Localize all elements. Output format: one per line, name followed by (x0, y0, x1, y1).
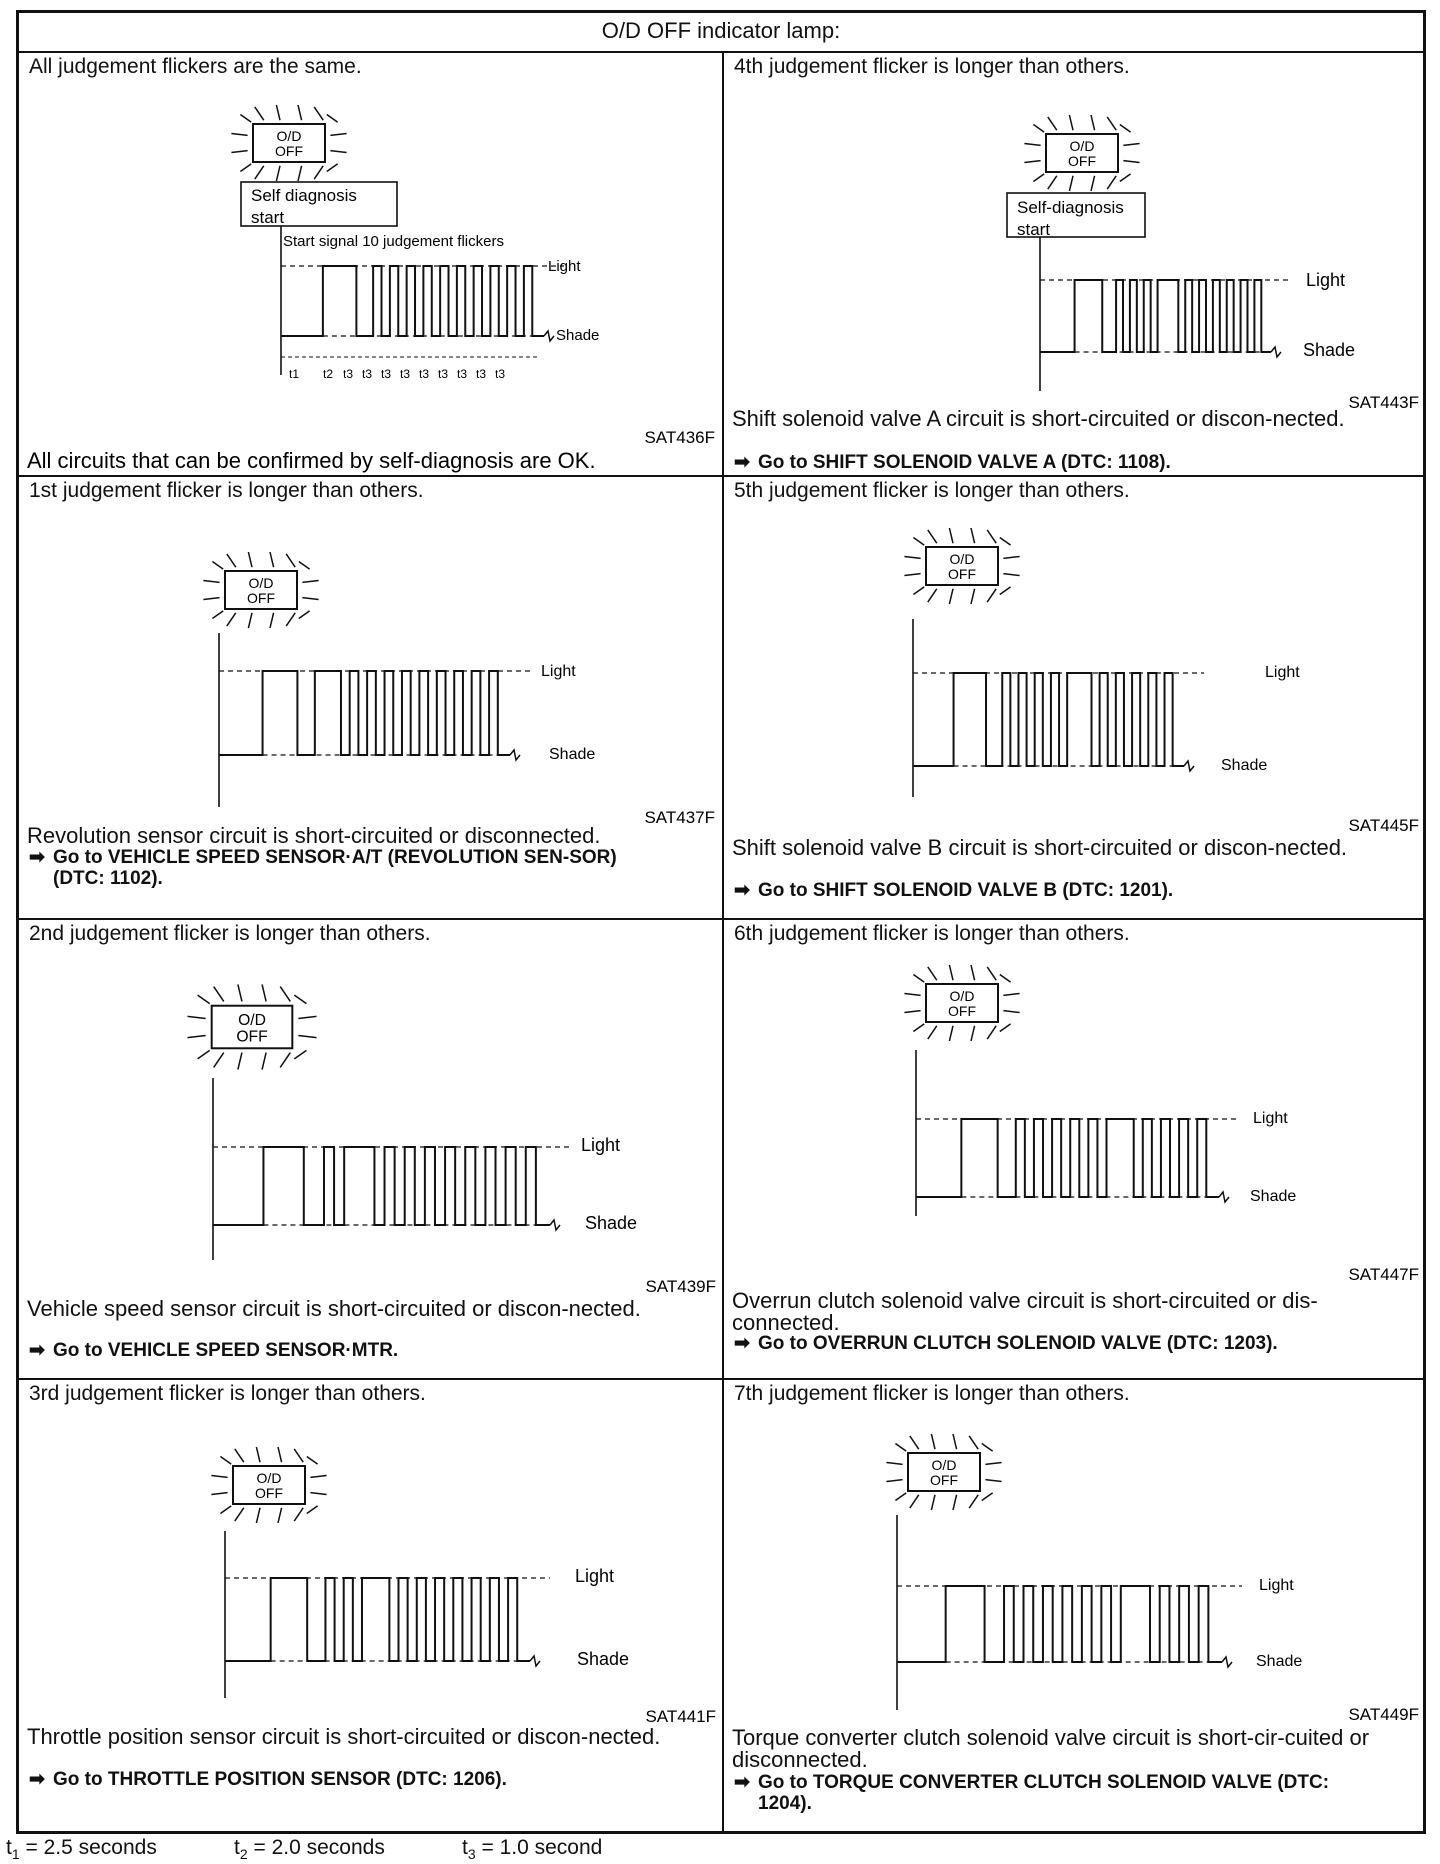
lamp-ray (212, 562, 223, 570)
lamp-ray (1120, 174, 1131, 182)
lamp-ray (298, 1016, 316, 1018)
lamp-ray (294, 1449, 303, 1462)
cell-heading: 7th judgement flicker is longer than others. (734, 1382, 1130, 1405)
tick-labels (289, 367, 505, 381)
footnote-t1: $t_1 = 2.5$ seconds (6, 1836, 157, 1863)
lamp-ray (327, 164, 338, 172)
lamp-ray (270, 613, 274, 628)
figure-code: SAT447F (1348, 1265, 1419, 1284)
lamp-text-off: OFF (247, 590, 275, 606)
waveform-trace (213, 1147, 550, 1225)
flicker-waveform (225, 1578, 550, 1666)
lamp-ray (276, 105, 280, 120)
od-off-lamp-icon (203, 552, 318, 628)
lamp-text-off: OFF (275, 143, 303, 159)
lamp-ray (280, 1053, 290, 1068)
lamp-ray (235, 1449, 244, 1462)
od-off-lamp-icon (231, 105, 346, 181)
shade-label: Shade (1256, 1653, 1303, 1670)
lamp-ray (985, 1463, 1001, 1465)
cell-heading: 5th judgement flicker is longer than others. (734, 479, 1130, 502)
figure-code: SAT439F (645, 1277, 716, 1296)
lamp-ray (270, 552, 274, 567)
lamp-ray (949, 965, 953, 980)
action-link[interactable] (734, 1772, 1416, 1814)
lamp-ray (1069, 115, 1073, 130)
action-text: Go to THROTTLE POSITION SENSOR (DTC: 1206). (53, 1769, 507, 1790)
lamp-ray (212, 611, 223, 619)
lamp-text-off: OFF (1068, 153, 1096, 169)
lamp-ray (280, 987, 290, 1002)
lamp-text-od: O/D (931, 1457, 957, 1473)
action-text: Go to SHIFT SOLENOID VALVE A (DTC: 1108). (758, 452, 1171, 473)
lamp-ray (310, 1476, 326, 1478)
lamp-ray (987, 1026, 996, 1039)
light-label: Light (541, 663, 576, 680)
lamp-ray (1003, 994, 1019, 996)
lamp-ray (913, 538, 924, 546)
lamp-ray (294, 1050, 306, 1059)
lamp-ray (913, 1024, 924, 1032)
lamp-ray (1123, 161, 1139, 163)
lamp-ray (1120, 125, 1131, 133)
lamp-text-od: O/D (949, 551, 975, 567)
lamp-ray (904, 1011, 920, 1013)
cell-7th-longer (724, 1380, 1426, 1834)
shade-bracket (550, 1220, 560, 1230)
action-link[interactable] (29, 1769, 712, 1790)
lamp-text-off: OFF (236, 1028, 268, 1046)
lamp-ray (227, 613, 236, 626)
lamp-ray (262, 984, 266, 1001)
shade-bracket (544, 331, 554, 341)
lamp-text-od: O/D (248, 575, 274, 591)
lamp-ray (248, 613, 252, 628)
lamp-ray (298, 105, 302, 120)
lamp-ray (240, 164, 251, 172)
lamp-text-off: OFF (930, 1472, 958, 1488)
cell-4th-longer (724, 53, 1426, 475)
lamp-ray (1000, 538, 1011, 546)
lamp-ray (969, 1495, 978, 1508)
waveform-trace (897, 1586, 1222, 1662)
result-description: Vehicle speed sensor circuit is short-circuited or discon-nected. (27, 1296, 641, 1321)
flicker-diagram (19, 1380, 722, 1834)
lamp-ray (1091, 176, 1095, 191)
cell-1st-longer (19, 477, 722, 918)
lamp-ray (1024, 161, 1040, 163)
flicker-waveform (1040, 280, 1291, 357)
arrow-icon: ➡ (734, 1333, 750, 1354)
lamp-ray (949, 528, 953, 543)
table-title: O/D OFF indicator lamp: (19, 13, 1423, 53)
lamp-ray (286, 613, 295, 626)
lamp-text-off: OFF (948, 1003, 976, 1019)
lamp-ray (904, 557, 920, 559)
lamp-ray (310, 1493, 326, 1495)
lamp-ray (1003, 557, 1019, 559)
tick-label: t3 (438, 367, 449, 381)
lamp-ray (1107, 117, 1116, 130)
lamp-ray (1000, 1024, 1011, 1032)
od-off-lamp-icon (211, 1447, 326, 1523)
lamp-ray (971, 528, 975, 543)
lamp-ray (294, 995, 306, 1004)
result-description: Revolution sensor circuit is short-circuited or disconnected. (27, 823, 601, 848)
action-text: Go to OVERRUN CLUTCH SOLENOID VALVE (DTC: 1203). (758, 1333, 1278, 1354)
lamp-ray (1048, 117, 1057, 130)
lamp-ray (278, 1447, 282, 1462)
light-label: Light (581, 1135, 621, 1155)
lamp-ray (255, 107, 264, 120)
start-label-line2: start (251, 208, 285, 227)
lamp-ray (895, 1444, 906, 1452)
tick-label: t1 (289, 367, 300, 381)
figure-code: SAT441F (645, 1707, 716, 1726)
lamp-ray (276, 166, 280, 181)
od-off-lamp-icon (904, 528, 1019, 604)
shade-bracket (510, 750, 520, 760)
shade-label: Shade (1221, 757, 1268, 774)
result-description: Shift solenoid valve A circuit is short-circuited or discon-nected. (732, 406, 1345, 431)
lamp-ray (971, 965, 975, 980)
lamp-ray (256, 1447, 260, 1462)
cell-heading: 6th judgement flicker is longer than others. (734, 922, 1130, 945)
arrow-icon: ➡ (29, 1769, 45, 1790)
lamp-ray (330, 134, 346, 136)
shade-label: Shade (556, 327, 600, 344)
lamp-ray (1000, 975, 1011, 983)
cell-6th-longer (724, 920, 1426, 1378)
cell-heading: 2nd judgement flicker is longer than others. (29, 922, 431, 945)
lamp-ray (1069, 176, 1073, 191)
lamp-ray (187, 1016, 205, 1018)
light-label: Light (1259, 1577, 1294, 1594)
lamp-ray (278, 1508, 282, 1523)
shade-bracket (530, 1656, 540, 1666)
action-text: Go to VEHICLE SPEED SENSOR·MTR. (53, 1340, 399, 1361)
lamp-ray (971, 589, 975, 604)
lamp-ray (286, 554, 295, 567)
action-link[interactable] (734, 880, 1416, 901)
lamp-text-od: O/D (276, 128, 302, 144)
shade-bracket (1271, 347, 1281, 357)
lamp-ray (904, 574, 920, 576)
shade-bracket (1184, 761, 1194, 771)
waveform-trace (225, 1578, 530, 1661)
tick-label: t3 (400, 367, 411, 381)
shade-label: Shade (549, 746, 596, 763)
lamp-ray (1048, 176, 1057, 189)
action-text: Go to VEHICLE SPEED SENSOR·A/T (REVOLUTION SEN-SOR) (DTC: 1102). (53, 847, 617, 889)
lamp-ray (214, 1053, 224, 1068)
lamp-ray (314, 107, 323, 120)
waveform-trace (281, 266, 544, 336)
lamp-ray (231, 134, 247, 136)
lamp-ray (971, 1026, 975, 1041)
lamp-ray (987, 967, 996, 980)
figure-code: SAT443F (1348, 393, 1419, 412)
figure-code: SAT437F (644, 808, 715, 827)
lamp-ray (327, 115, 338, 123)
figure-code: SAT449F (1348, 1705, 1419, 1724)
start-label-line2: start (1017, 220, 1051, 239)
lamp-ray (886, 1463, 902, 1465)
lamp-ray (987, 530, 996, 543)
lamp-ray (299, 562, 310, 570)
diagnosis-table (16, 10, 1426, 1834)
tick-label: t3 (381, 367, 392, 381)
arrow-icon: ➡ (29, 1340, 45, 1361)
lamp-ray (913, 975, 924, 983)
lamp-ray (1107, 176, 1116, 189)
lamp-ray (953, 1495, 957, 1510)
lamp-ray (227, 554, 236, 567)
lamp-ray (255, 166, 264, 179)
lamp-ray (949, 589, 953, 604)
action-text: Go to TORQUE CONVERTER CLUTCH SOLENOID VALVE (DTC: 1204). (758, 1772, 1330, 1814)
lamp-ray (203, 598, 219, 600)
lamp-ray (262, 1053, 266, 1070)
lamp-ray (314, 166, 323, 179)
lamp-ray (302, 581, 318, 583)
tick-label: t3 (495, 367, 506, 381)
lamp-ray (1000, 587, 1011, 595)
lamp-ray (214, 987, 224, 1002)
lamp-ray (1033, 174, 1044, 182)
result-description: Torque converter clutch solenoid valve circuit is short-cir-cuited or disconnected. (732, 1725, 1370, 1772)
lamp-ray (231, 151, 247, 153)
lamp-text-off: OFF (948, 566, 976, 582)
lamp-text-od: O/D (1069, 138, 1095, 154)
arrow-icon: ➡ (29, 847, 45, 868)
lamp-ray (1003, 574, 1019, 576)
action-link[interactable] (734, 452, 1416, 473)
lamp-ray (931, 1434, 935, 1449)
lamp-ray (949, 1026, 953, 1041)
lamp-ray (1123, 144, 1139, 146)
action-link[interactable] (29, 1340, 712, 1361)
start-label-line1: Self diagnosis (251, 186, 357, 205)
lamp-ray (910, 1495, 919, 1508)
cell-2nd-longer (19, 920, 722, 1378)
cell-3rd-longer (19, 1380, 722, 1834)
result-description: Overrun clutch solenoid valve circuit is short-circuited or dis-connected. (732, 1288, 1318, 1335)
lamp-text-off: OFF (255, 1485, 283, 1501)
cell-heading: 3rd judgement flicker is longer than others. (29, 1382, 426, 1405)
lamp-ray (299, 611, 310, 619)
footnote-t2: $t_2 = 2.0$ seconds (234, 1836, 385, 1863)
action-text: Go to SHIFT SOLENOID VALVE B (DTC: 1201). (758, 880, 1174, 901)
tick-label: t3 (476, 367, 487, 381)
light-label: Light (548, 258, 581, 275)
action-link[interactable] (29, 847, 712, 889)
footnote-t3: $t_3 = 1.0$ second (462, 1836, 603, 1863)
lamp-ray (928, 589, 937, 602)
lamp-ray (928, 967, 937, 980)
lamp-ray (298, 1036, 316, 1038)
tick-label: t3 (343, 367, 354, 381)
lamp-ray (198, 1050, 210, 1059)
arrow-icon: ➡ (734, 880, 750, 901)
shade-label: Shade (577, 1649, 630, 1669)
waveform-trace (1040, 280, 1271, 352)
lamp-ray (307, 1457, 318, 1465)
lamp-ray (895, 1493, 906, 1501)
flicker-waveform (897, 1586, 1242, 1667)
lamp-ray (985, 1480, 1001, 1482)
flicker-waveform (213, 1147, 570, 1230)
shade-bracket (1219, 1192, 1229, 1202)
cell-5th-longer (724, 477, 1426, 918)
tick-label: t3 (362, 367, 373, 381)
lamp-ray (931, 1495, 935, 1510)
flicker-waveform (913, 673, 1204, 771)
lamp-ray (235, 1508, 244, 1521)
light-label: Light (1306, 270, 1346, 290)
lamp-ray (1091, 115, 1095, 130)
lamp-ray (294, 1508, 303, 1521)
od-off-lamp-icon (904, 965, 1019, 1041)
cell-all-same (19, 53, 722, 475)
lamp-ray (248, 552, 252, 567)
lamp-ray (982, 1444, 993, 1452)
lamp-ray (1024, 144, 1040, 146)
lamp-ray (886, 1480, 902, 1482)
flicker-waveform (916, 1119, 1239, 1202)
cell-heading: 4th judgement flicker is longer than others. (734, 55, 1130, 78)
shade-label: Shade (1250, 1188, 1297, 1205)
waveform-trace (913, 673, 1184, 766)
lamp-ray (982, 1493, 993, 1501)
flicker-diagram (19, 53, 722, 475)
lamp-ray (256, 1508, 260, 1523)
waveform-trace (916, 1119, 1219, 1197)
lamp-text-od: O/D (256, 1470, 282, 1486)
shade-bracket (1222, 1657, 1232, 1667)
lamp-text-od: O/D (949, 988, 975, 1004)
tick-label: t3 (457, 367, 468, 381)
lamp-ray (910, 1436, 919, 1449)
light-label: Light (1253, 1110, 1288, 1127)
lamp-ray (953, 1434, 957, 1449)
tick-label: t3 (419, 367, 430, 381)
lamp-text-od: O/D (238, 1011, 266, 1029)
lamp-ray (298, 166, 302, 181)
signal-label: Start signal 10 judgement flickers (283, 233, 504, 250)
lamp-ray (928, 1026, 937, 1039)
light-label: Light (1265, 664, 1300, 681)
figure-code: SAT445F (1348, 816, 1419, 835)
lamp-ray (220, 1457, 231, 1465)
lamp-ray (238, 1053, 242, 1070)
lamp-ray (187, 1036, 205, 1038)
cell-heading: All judgement flickers are the same. (29, 55, 362, 78)
light-label: Light (575, 1566, 615, 1586)
lamp-ray (904, 994, 920, 996)
lamp-ray (1003, 1011, 1019, 1013)
figure-code: SAT436F (644, 428, 715, 447)
od-off-lamp-icon (1024, 115, 1139, 191)
waveform-trace (219, 671, 510, 755)
shade-label: Shade (585, 1213, 638, 1233)
lamp-ray (969, 1436, 978, 1449)
lamp-ray (211, 1476, 227, 1478)
lamp-ray (211, 1493, 227, 1495)
start-label-line1: Self-diagnosis (1017, 198, 1124, 217)
lamp-ray (1033, 125, 1044, 133)
lamp-ray (198, 995, 210, 1004)
shade-label: Shade (1303, 340, 1356, 360)
result-description: Shift solenoid valve B circuit is short-circuited or discon-nected. (732, 835, 1348, 860)
lamp-ray (928, 530, 937, 543)
lamp-ray (302, 598, 318, 600)
lamp-ray (913, 587, 924, 595)
flicker-waveform (281, 266, 564, 341)
result-description: Throttle position sensor circuit is short-circuited or discon-nected. (27, 1724, 661, 1749)
od-off-lamp-icon (886, 1434, 1001, 1510)
lamp-ray (238, 984, 242, 1001)
lamp-ray (330, 151, 346, 153)
od-off-lamp-icon (187, 984, 316, 1069)
result-description: All circuits that can be confirmed by self-diagnosis are OK. (27, 448, 596, 473)
cell-heading: 1st judgement flicker is longer than others. (29, 479, 424, 502)
lamp-ray (240, 115, 251, 123)
lamp-ray (987, 589, 996, 602)
arrow-icon: ➡ (734, 452, 750, 473)
tick-label: t2 (323, 367, 334, 381)
flicker-waveform (219, 671, 530, 760)
action-link[interactable] (734, 1333, 1416, 1354)
lamp-ray (220, 1506, 231, 1514)
lamp-ray (203, 581, 219, 583)
lamp-ray (307, 1506, 318, 1514)
arrow-icon: ➡ (734, 1772, 750, 1793)
